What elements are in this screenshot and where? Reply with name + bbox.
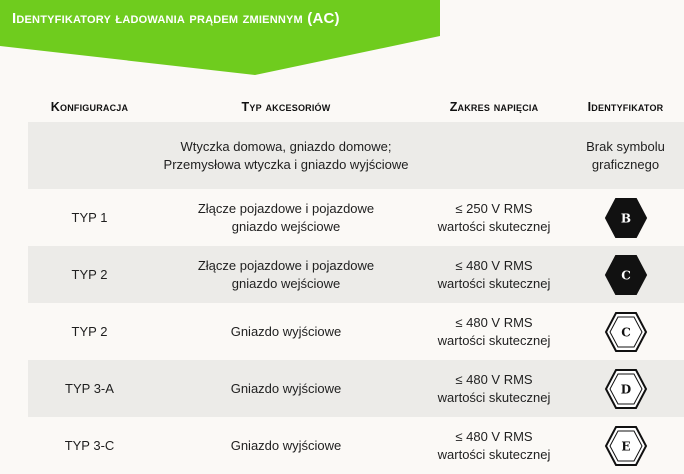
hexagon-b-filled-icon bbox=[603, 195, 649, 241]
identifier-cell bbox=[567, 303, 684, 360]
config-cell bbox=[28, 122, 151, 189]
table-row bbox=[28, 417, 684, 474]
hexagon-c-outline-icon bbox=[603, 309, 649, 355]
header-identifier: Identyfikator bbox=[587, 100, 664, 114]
identifier-cell bbox=[567, 189, 684, 246]
page-title: Identyfikatory ładowania prądem zmiennym (AC) bbox=[12, 10, 340, 27]
config-cell: TYP 2 bbox=[28, 246, 151, 303]
table-row bbox=[28, 189, 684, 246]
identifier-cell bbox=[567, 246, 684, 303]
hexagon-d-outline-icon bbox=[603, 366, 649, 412]
voltage-cell: ≤ 480 V RMS wartości skutecznej bbox=[437, 428, 551, 462]
accessory-cell: Gniazdo wyjściowe bbox=[230, 437, 342, 453]
accessory-cell: Gniazdo wyjściowe bbox=[151, 360, 421, 417]
header-configuration: Konfiguracja bbox=[50, 100, 129, 114]
voltage-cell bbox=[421, 122, 567, 189]
hex-letter: C bbox=[620, 325, 631, 339]
identifier-cell bbox=[567, 360, 684, 417]
config-cell: TYP 1 bbox=[71, 209, 108, 225]
identifier-text: Brak symbolu graficznego bbox=[567, 122, 684, 189]
header-accessory-type: Typ akcesoriów bbox=[241, 100, 331, 114]
config-cell: TYP 3-A bbox=[28, 360, 151, 417]
table-row bbox=[28, 246, 684, 303]
hex-letter: D bbox=[620, 382, 631, 396]
voltage-cell: ≤ 480 V RMS wartości skutecznej bbox=[421, 360, 567, 417]
title-banner bbox=[0, 0, 440, 75]
header-voltage-range: Zakres napięcia bbox=[449, 100, 539, 114]
voltage-cell: ≤ 250 V RMS wartości skutecznej bbox=[437, 200, 551, 234]
hex-letter: E bbox=[620, 439, 631, 453]
table-row bbox=[28, 360, 684, 417]
accessory-cell: Gniazdo wyjściowe bbox=[230, 323, 342, 339]
accessory-cell: Złącze pojazdowe i pojazdowe gniazdo wejściowe bbox=[197, 200, 375, 234]
table-row bbox=[28, 122, 684, 189]
hex-letter: B bbox=[620, 211, 631, 225]
table-row bbox=[28, 303, 684, 360]
accessory-cell: Złącze pojazdowe i pojazdowe gniazdo wejściowe bbox=[151, 246, 421, 303]
identifier-cell bbox=[567, 417, 684, 474]
identifier-table bbox=[28, 92, 684, 474]
voltage-cell: ≤ 480 V RMS wartości skutecznej bbox=[437, 314, 551, 348]
hexagon-e-outline-icon bbox=[603, 423, 649, 469]
config-cell: TYP 3-C bbox=[64, 437, 115, 453]
accessory-cell: Wtyczka domowa, gniazdo domowe; Przemysłowa wtyczka i gniazdo wyjściowe bbox=[151, 122, 421, 189]
voltage-cell: ≤ 480 V RMS wartości skutecznej bbox=[421, 246, 567, 303]
table-header-row bbox=[28, 92, 684, 122]
config-cell: TYP 2 bbox=[71, 323, 108, 339]
hex-letter: C bbox=[620, 268, 631, 282]
hexagon-c-filled-icon bbox=[603, 252, 649, 298]
